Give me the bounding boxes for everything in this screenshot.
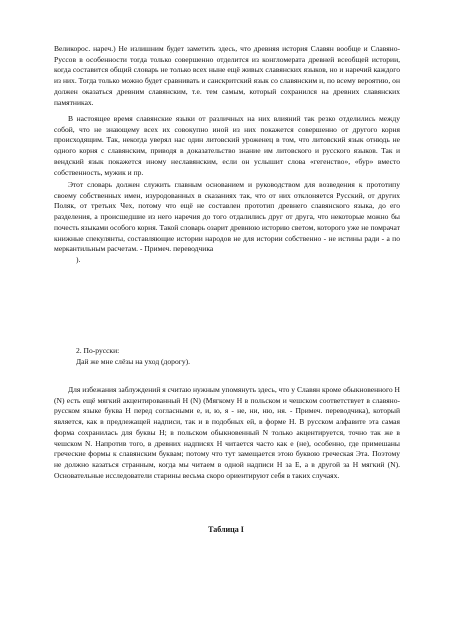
footnote-2-block — [54, 346, 400, 367]
paragraph-4: Для избежания заблуждений я считаю нужным упомянуть здесь, что у Славян кроме обыкновенного Н (N) есть ещё мягкий акцентированный Н (N) (Мягкому Н в польском и чешском соответствует в славяно-русском языке буква Н перед согласными е, и, ю, я - не, ни, ню, ня. - Примеч. переводчика), который является, как в предлежащей надписи, так и в подобных ей, в форме Н. В русском алфавите эта самая форма сохранилась для буквы Н; в польском обыкновенный N только акцентируется, точно так же в чешском N. Напротив того, в древних надписях Н читается часто как е (не), особенно, где примешаны греческие формы к славянским буквам; потому что тут замещается этою буквою греческая Эта. Поэтому не должно казаться странным, когда мы читаем в одной надписи Н за Е, а в другой за Н мягкий (N). Основательные исследователи старины весьма скоро ориентируют себя в таких случаях. — [54, 385, 400, 480]
paragraph-1-block — [54, 44, 400, 108]
footnote-2-title: 2. По-русски: — [76, 346, 120, 355]
paragraph-2: В настоящее время славянские языки от различных на них влияний так резко отделились между собой, что не знающему всех их совокупно иной из них покажется совершенно от другого корня происходящим. Так, некогда уверял нас один литовский уроженец в том, что литовский язык отнюдь не одного корня с славянским, приводя в доказательство знание им литовского и русского языков. Так и вендский язык покажется иному неславянским, если он услышит слова «гегенство», «бур» вместо собственность, мужик и пр. — [54, 114, 400, 177]
paragraph-1: Великорос. нареч.) Не излишним будет заметить здесь, что древняя история Славян вообще и Славяно-Руссов в особенности тогда только совершенно отделится из конгломерата древней всеобщей истории, когда составится общий словарь не только всех ныне ещё живых славянских языков, но и наречий каждого из них. Тогда только можно будет сравнивать и санскритский язык со славянским и, по всему вероятию, он должен оказаться древним славянским, т.е. тем самым, который сохранился на древних славянских памятниках. — [54, 44, 400, 107]
paragraph-4-block — [54, 385, 400, 481]
paragraph-2-block — [54, 114, 400, 178]
paragraph-3-close: ). — [76, 254, 81, 264]
paragraph-3-block — [54, 180, 400, 266]
paragraph-3: Этот словарь должен служить главным основанием и руководством для возведения к прототипу своему собственных имен, изуродованных в сказаниях так, что от них отклоняется Русский, от других Поляк, от третьих Чех, потому что ещё не составлен прототип древнего славянского языка, до его разделения, а происшедшие из него наречия до того отдалились друг от друга, что некоторые можно бы почесть языками особого корня. Такой словарь озарит древнюю историю светом, которого уже не помрачат книжные спекулянты, составляющие истории народов не для истории собственно - не истины ради - а по меркантильным расчетам. - Примеч. переводчика — [54, 180, 400, 254]
table-title: Таблица I — [208, 525, 244, 534]
footnote-2-text: Дай же мне слёзы на уход (дорогу). — [76, 356, 190, 366]
